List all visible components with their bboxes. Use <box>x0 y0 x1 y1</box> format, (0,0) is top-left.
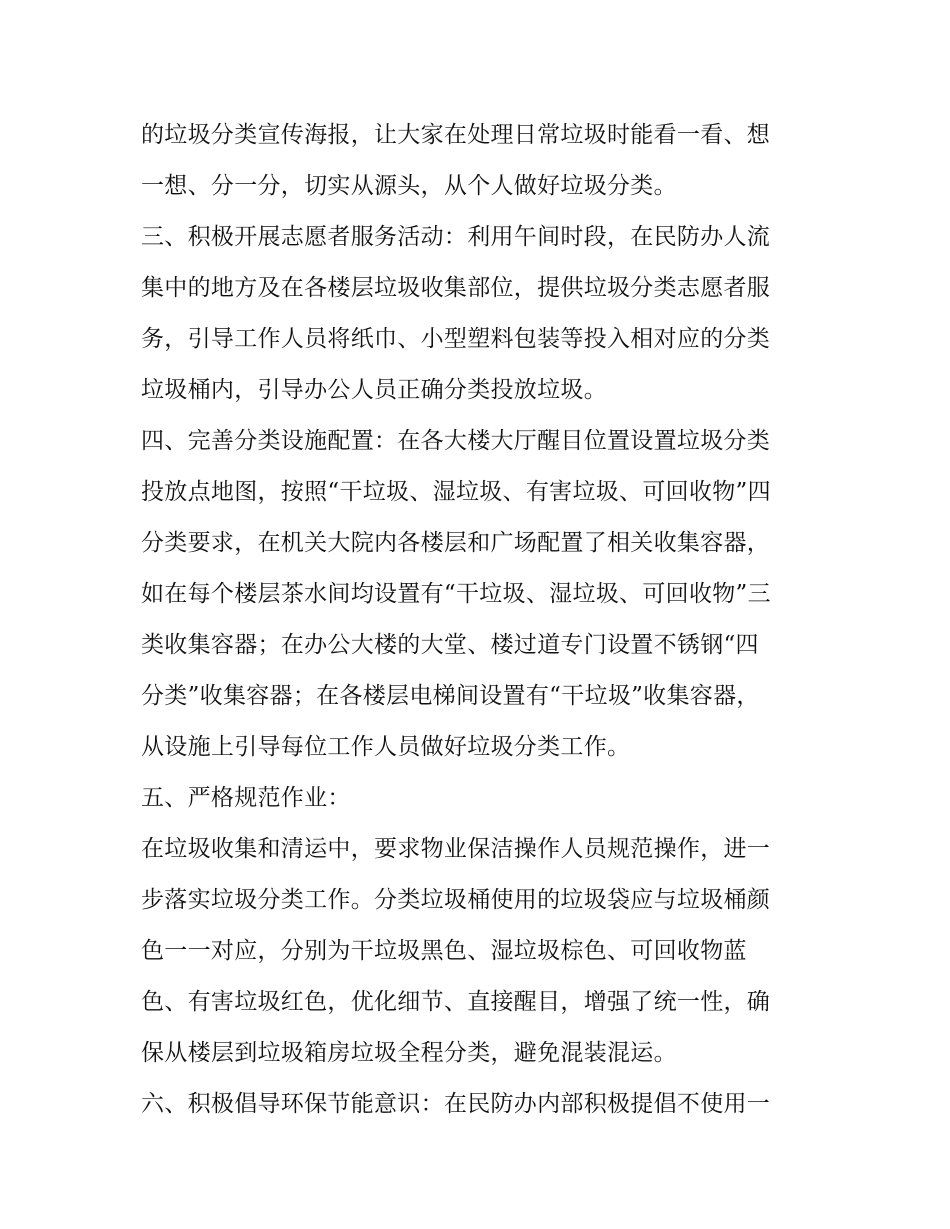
text-line: 集中的地方及在各楼层垃圾收集部位，提供垃圾分类志愿者服 <box>141 275 771 301</box>
text-line: 分类要求，在机关大院内各楼层和广场配置了相关收集容器， <box>141 530 771 556</box>
text-line: 分类”收集容器；在各楼层电梯间设置有“干垃圾”收集容器， <box>141 683 760 709</box>
text-line: 一想、分一分，切实从源头，从个人做好垃圾分类。 <box>141 173 677 199</box>
text-line: 保从楼层到垃圾箱房垃圾全程分类，避免混装混运。 <box>141 1040 677 1066</box>
text-line: 如在每个楼层茶水间均设置有“干垃圾、湿垃圾、可回收物”三 <box>141 581 771 607</box>
text-line: 在垃圾收集和清运中，要求物业保洁操作人员规范操作，进一 <box>141 836 771 862</box>
text-line: 色、有害垃圾红色，优化细节、直接醒目，增强了统一性，确 <box>141 989 771 1015</box>
text-line: 六、积极倡导环保节能意识：在民防办内部积极提倡不使用一 <box>141 1091 771 1117</box>
section-heading: 五、严格规范作业： <box>141 785 351 811</box>
text-line: 四、完善分类设施配置：在各大楼大厅醒目位置设置垃圾分类 <box>141 428 771 454</box>
text-line: 垃圾桶内，引导办公人员正确分类投放垃圾。 <box>141 377 607 403</box>
document-body <box>141 110 821 1130</box>
text-line: 步落实垃圾分类工作。分类垃圾桶使用的垃圾袋应与垃圾桶颜 <box>141 887 771 913</box>
text-line: 务，引导工作人员将纸巾、小型塑料包装等投入相对应的分类 <box>141 326 771 352</box>
text-line: 投放点地图，按照“干垃圾、湿垃圾、有害垃圾、可回收物”四 <box>141 479 771 505</box>
text-line: 三、积极开展志愿者服务活动：利用午间时段，在民防办人流 <box>141 224 771 250</box>
text-line: 色一一对应，分别为干垃圾黑色、湿垃圾棕色、可回收物蓝 <box>141 938 747 964</box>
text-line: 的垃圾分类宣传海报，让大家在处理日常垃圾时能看一看、想 <box>141 122 771 148</box>
text-line: 类收集容器；在办公大楼的大堂、楼过道专门设置不锈钢“四 <box>141 632 759 658</box>
text-line: 从设施上引导每位工作人员做好垃圾分类工作。 <box>141 734 631 760</box>
